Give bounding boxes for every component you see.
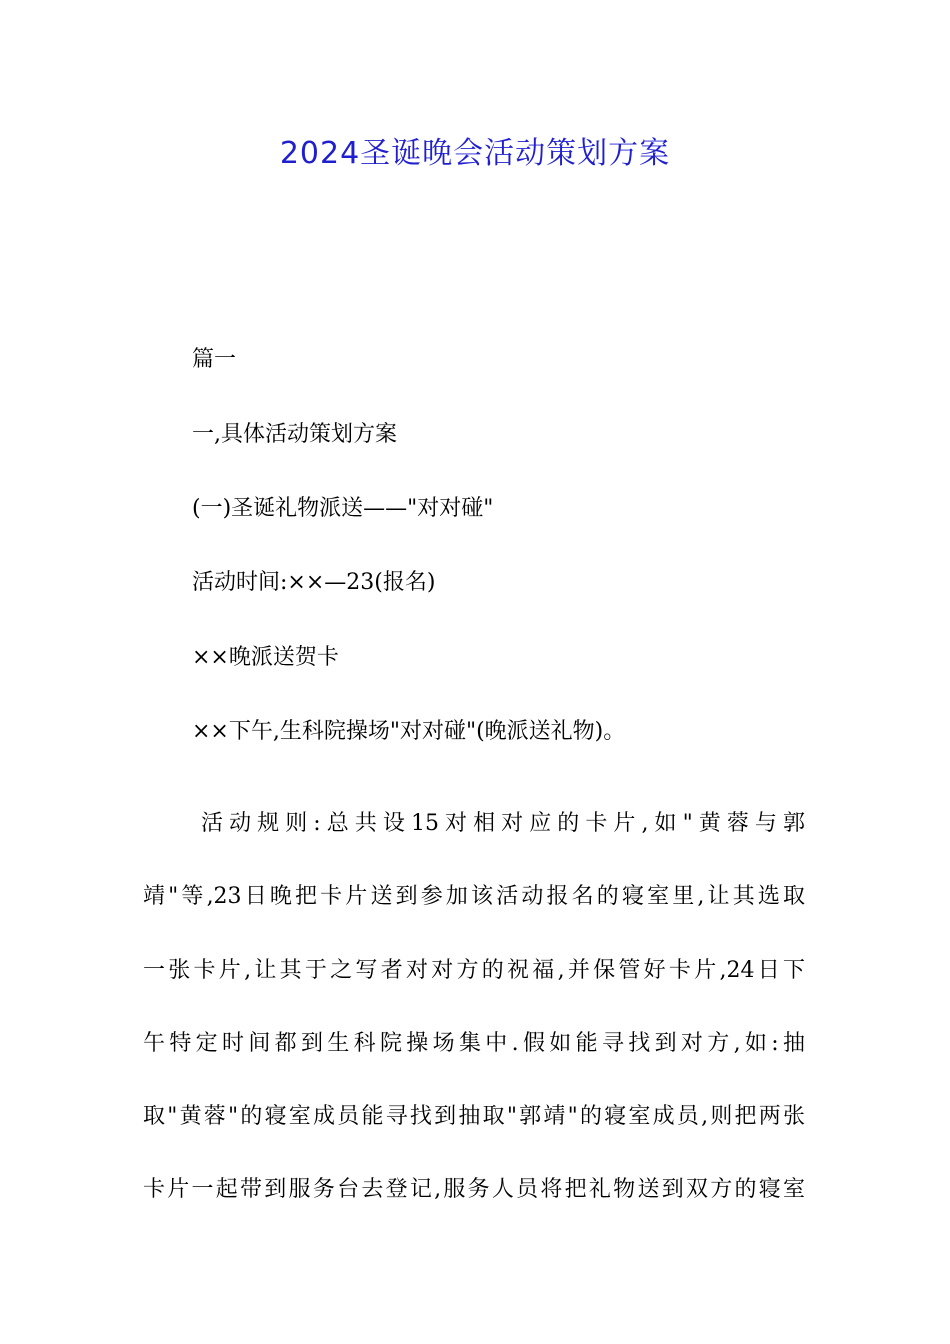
paragraph-line: 午特定时间都到生科院操场集中.假如能寻找到对方,如:抽 xyxy=(143,1030,805,1056)
paragraph-line: 取"黄蓉"的寝室成员能寻找到抽取"郭靖"的寝室成员,则把两张 xyxy=(143,1104,805,1130)
paragraph-line: 活动规则:总共设15对相对应的卡片,如"黄蓉与郭 xyxy=(201,811,805,836)
paragraph-line: 靖"等,23日晚把卡片送到参加该活动报名的寝室里,让其选取 xyxy=(143,884,805,910)
rules-paragraph xyxy=(143,787,805,1227)
paragraph-line: 一张卡片,让其于之写者对对方的祝福,并保管好卡片,24日下 xyxy=(143,957,805,983)
paragraph-line: 卡片一起带到服务台去登记,服务人员将把礼物送到双方的寝室 xyxy=(143,1177,805,1203)
activity-time: 活动时间:××—23(报名) xyxy=(192,570,436,595)
section-label: 篇一 xyxy=(192,347,237,372)
card-delivery: ××晚派送贺卡 xyxy=(192,645,339,670)
document-title: 2024圣诞晚会活动策划方案 xyxy=(279,136,671,171)
afternoon-event: ××下午,生科院操场"对对碰"(晚派送礼物)。 xyxy=(192,719,626,744)
heading-plan: 一,具体活动策划方案 xyxy=(192,422,397,447)
subheading-gift: (一)圣诞礼物派送——"对对碰" xyxy=(192,496,494,521)
